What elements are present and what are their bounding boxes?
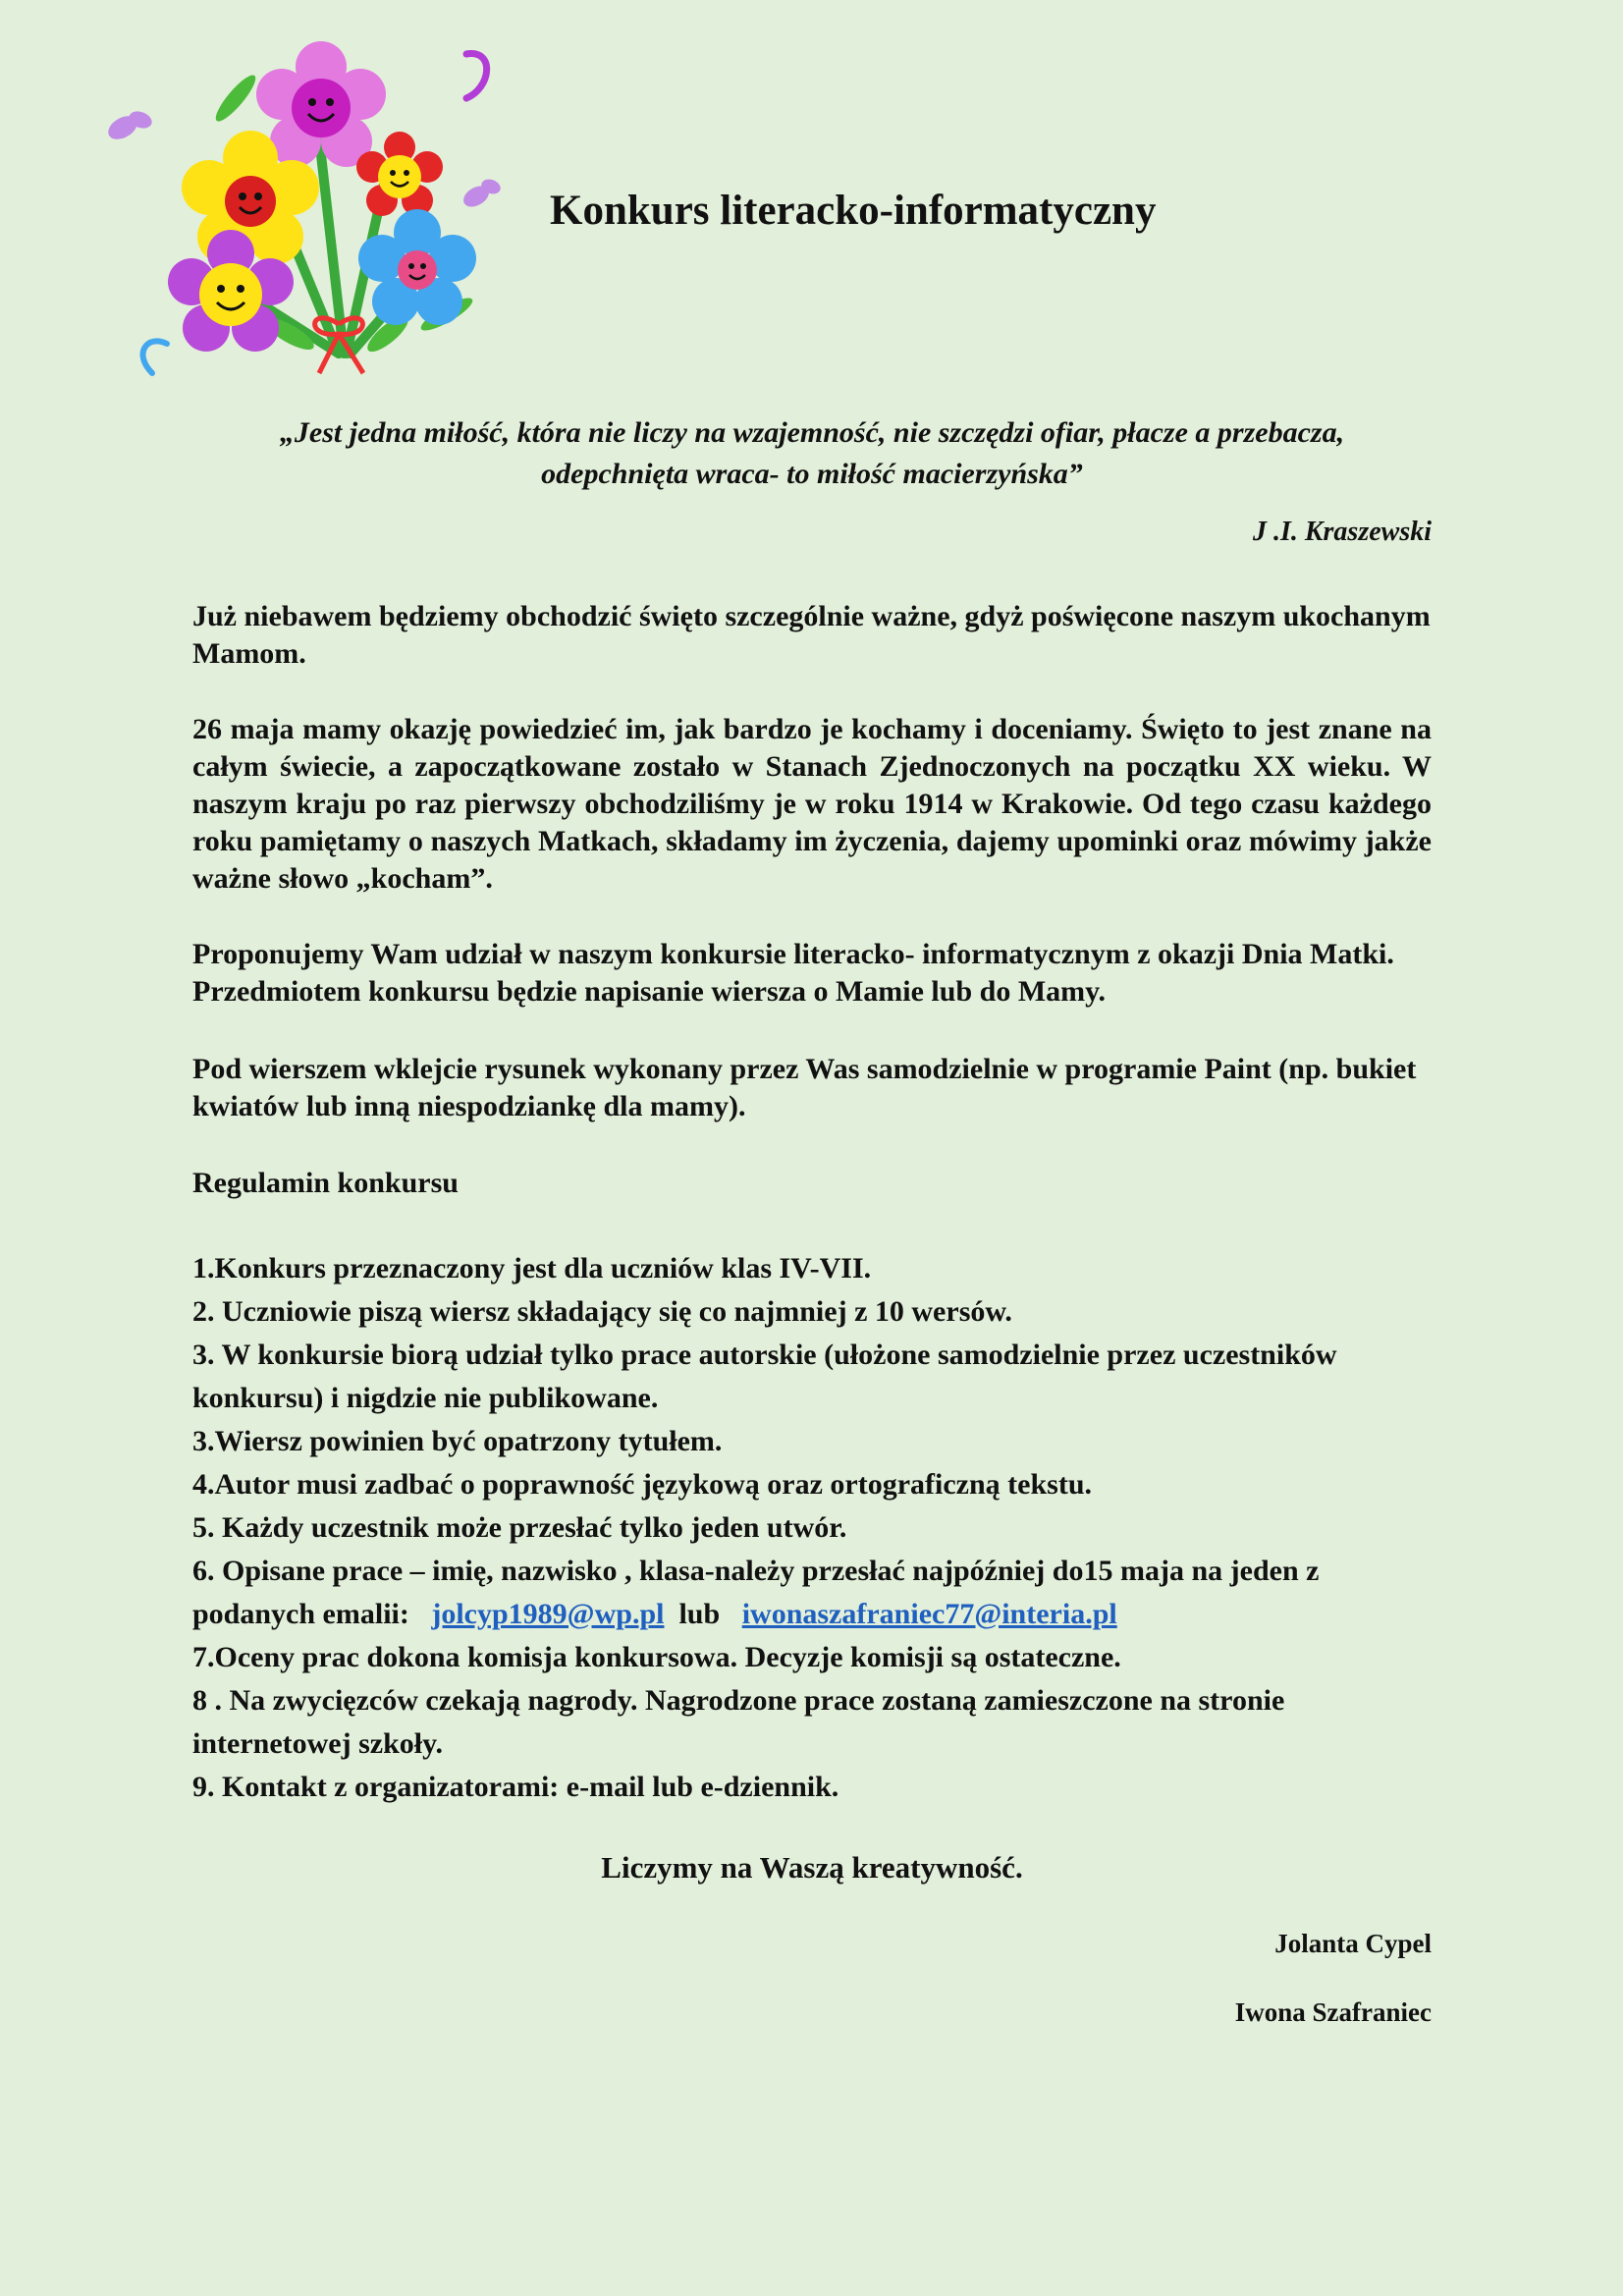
rule-item-emails	[192, 1550, 1432, 1636]
paragraph-intro: Już niebawem będziemy obchodzić święto szczególnie ważne, gdyż poświęcone naszym ukochanym Mamom.	[192, 600, 1431, 670]
email-separator: lub	[678, 1598, 721, 1630]
quote-line: „Jest jedna miłość, która nie liczy na wzajemność, nie szczędzi ofiar, płacze a przebacza,	[279, 416, 1345, 449]
email-link-iwonaszafraniec[interactable]: iwonaszafraniec77@interia.pl	[741, 1598, 1117, 1630]
paragraph-proposal: Proponujemy Wam udział w naszym konkursie literacko- informatycznym z okazji Dnia Matki. Przedmiotem konkursu będzie napisanie wiersza o Mamie lub do Mamy.	[192, 938, 1394, 1008]
email-link-jolcyp[interactable]: jolcyp1989@wp.pl	[431, 1598, 665, 1630]
rule-item: 8 . Na zwycięzców czekają nagrody. Nagrodzone prace zostaną zamieszczone na stronie internetowej szkoły.	[192, 1684, 1285, 1760]
quote-author: J .I. Kraszewski	[1252, 517, 1432, 547]
rule-item: 4.Autor musi zadbać o poprawność językową oraz ortograficzną tekstu.	[192, 1468, 1093, 1501]
signature-jolanta: Jolanta Cypel	[1274, 1929, 1432, 1958]
quote	[192, 412, 1432, 495]
rule-item: 2. Uczniowie piszą wiersz składający się co najmniej z 10 wersów.	[192, 1295, 1012, 1328]
quote-line: odepchnięta wraca- to miłość macierzyńska”	[541, 458, 1083, 490]
paragraph-history: 26 maja mamy okazję powiedzieć im, jak bardzo je kochamy i doceniamy. Święto to jest znane na całym świecie, a zapoczątkowane zostało w Stanach Zjednoczonych na początku XX wieku. W naszym kraju po raz pierwszy obchodziliśmy je w roku 1914 w Krakowie. Od tego czasu każdego roku pamiętamy o naszych Matkach, składamy im życzenia, dajemy upominki oraz mówimy jakże ważne słowo „kocham”.	[192, 713, 1432, 895]
rule-6-text: 6. Opisane prace – imię, nazwisko , klasa-należy przesłać najpóźniej do15 maja na jeden z podanych emalii:	[192, 1555, 1320, 1630]
document-title: Konkurs literacko-informatyczny	[550, 188, 1157, 234]
rule-item: 9. Kontakt z organizatorami: e-mail lub e-dziennik.	[192, 1771, 839, 1803]
closing-line: Liczymy na Waszą kreatywność.	[601, 1850, 1023, 1885]
rule-item: 5. Każdy uczestnik może przesłać tylko jeden utwór.	[192, 1511, 847, 1544]
rules-list	[192, 1247, 1432, 1809]
signature-iwona: Iwona Szafraniec	[1234, 1997, 1432, 2027]
flower-bouquet-icon	[93, 39, 545, 412]
paragraph-drawing: Pod wierszem wklejcie rysunek wykonany przez Was samodzielnie w programie Paint (np. bukiet kwiatów lub inną niespodziankę dla mamy).	[192, 1053, 1417, 1122]
rule-item: 3. W konkursie biorą udział tylko prace autorskie (ułożone samodzielnie przez uczestników konkursu) i nigdzie nie publikowane.	[192, 1339, 1337, 1414]
rule-item: 3.Wiersz powinien być opatrzony tytułem.	[192, 1425, 723, 1457]
rule-item: 7.Oceny prac dokona komisja konkursowa. Decyzje komisji są ostateczne.	[192, 1641, 1121, 1673]
rules-heading: Regulamin konkursu	[192, 1167, 459, 1199]
rule-item: 1.Konkurs przeznaczony jest dla uczniów klas IV-VII.	[192, 1252, 872, 1285]
